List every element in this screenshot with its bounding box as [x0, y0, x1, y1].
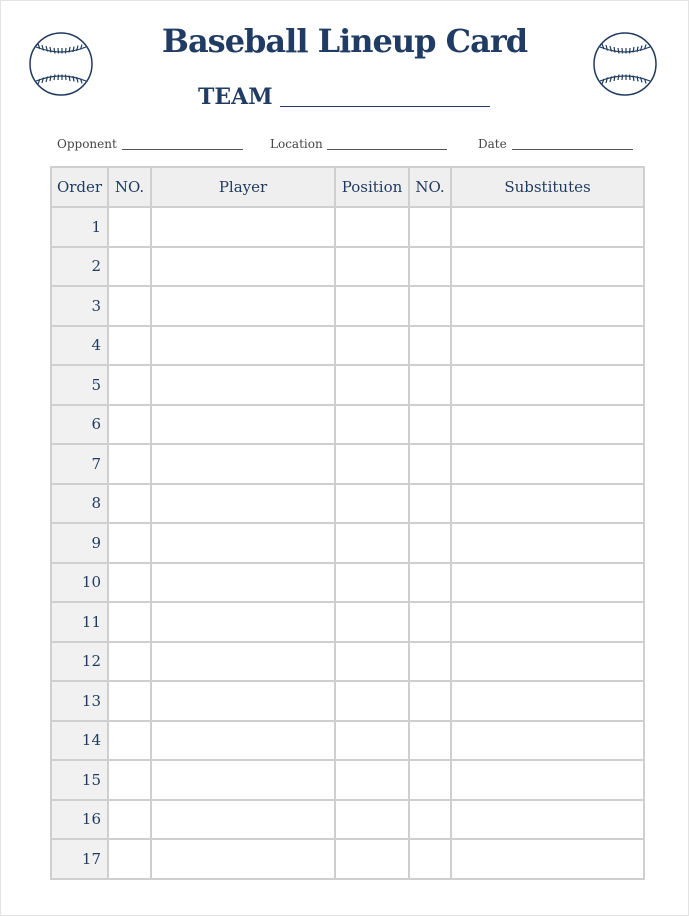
- position-cell[interactable]: [335, 800, 409, 840]
- position-cell[interactable]: [335, 286, 409, 326]
- player-cell[interactable]: [151, 207, 335, 247]
- sub-number-cell[interactable]: [409, 484, 451, 524]
- number-cell[interactable]: [108, 681, 151, 721]
- header-sub-number: NO.: [409, 167, 451, 207]
- player-cell[interactable]: [151, 721, 335, 761]
- substitutes-cell[interactable]: [451, 365, 644, 405]
- substitutes-cell[interactable]: [451, 800, 644, 840]
- order-cell: 7: [51, 444, 108, 484]
- position-cell[interactable]: [335, 326, 409, 366]
- date-label: Date: [478, 137, 507, 151]
- position-cell[interactable]: [335, 484, 409, 524]
- number-cell[interactable]: [108, 207, 151, 247]
- player-cell[interactable]: [151, 326, 335, 366]
- sub-number-cell[interactable]: [409, 681, 451, 721]
- player-cell[interactable]: [151, 681, 335, 721]
- position-cell[interactable]: [335, 523, 409, 563]
- player-cell[interactable]: [151, 286, 335, 326]
- substitutes-cell[interactable]: [451, 523, 644, 563]
- substitutes-cell[interactable]: [451, 207, 644, 247]
- number-cell[interactable]: [108, 563, 151, 603]
- position-cell[interactable]: [335, 681, 409, 721]
- position-cell[interactable]: [335, 207, 409, 247]
- position-cell[interactable]: [335, 721, 409, 761]
- table-row: [51, 444, 644, 484]
- number-cell[interactable]: [108, 326, 151, 366]
- number-cell[interactable]: [108, 405, 151, 445]
- substitutes-cell[interactable]: [451, 721, 644, 761]
- substitutes-cell[interactable]: [451, 326, 644, 366]
- substitutes-cell[interactable]: [451, 563, 644, 603]
- player-cell[interactable]: [151, 800, 335, 840]
- header-position: Position: [335, 167, 409, 207]
- order-cell: 17: [51, 839, 108, 879]
- position-cell[interactable]: [335, 365, 409, 405]
- order-cell: 12: [51, 642, 108, 682]
- sub-number-cell[interactable]: [409, 839, 451, 879]
- position-cell[interactable]: [335, 563, 409, 603]
- location-field[interactable]: [327, 149, 447, 150]
- order-cell: 9: [51, 523, 108, 563]
- table-row: [51, 760, 644, 800]
- number-cell[interactable]: [108, 760, 151, 800]
- order-cell: 11: [51, 602, 108, 642]
- sub-number-cell[interactable]: [409, 444, 451, 484]
- order-cell: 8: [51, 484, 108, 524]
- sub-number-cell[interactable]: [409, 721, 451, 761]
- header-substitutes: Substitutes: [451, 167, 644, 207]
- table-row: [51, 800, 644, 840]
- order-cell: 5: [51, 365, 108, 405]
- sub-number-cell[interactable]: [409, 563, 451, 603]
- substitutes-cell[interactable]: [451, 602, 644, 642]
- header-number: NO.: [108, 167, 151, 207]
- order-cell: 6: [51, 405, 108, 445]
- order-cell: 4: [51, 326, 108, 366]
- table-row: [51, 523, 644, 563]
- table-row: [51, 642, 644, 682]
- order-cell: 10: [51, 563, 108, 603]
- player-cell[interactable]: [151, 563, 335, 603]
- table-row: [51, 839, 644, 879]
- order-cell: 3: [51, 286, 108, 326]
- player-cell[interactable]: [151, 484, 335, 524]
- table-row: [51, 484, 644, 524]
- table-row: [51, 326, 644, 366]
- number-cell[interactable]: [108, 247, 151, 287]
- table-header-row: [51, 167, 644, 207]
- order-cell: 15: [51, 760, 108, 800]
- position-cell[interactable]: [335, 642, 409, 682]
- player-cell[interactable]: [151, 642, 335, 682]
- number-cell[interactable]: [108, 721, 151, 761]
- substitutes-cell[interactable]: [451, 484, 644, 524]
- table-row: [51, 602, 644, 642]
- position-cell[interactable]: [335, 444, 409, 484]
- player-cell[interactable]: [151, 444, 335, 484]
- substitutes-cell[interactable]: [451, 681, 644, 721]
- position-cell[interactable]: [335, 247, 409, 287]
- sub-number-cell[interactable]: [409, 405, 451, 445]
- team-name-field[interactable]: [280, 106, 490, 107]
- substitutes-cell[interactable]: [451, 286, 644, 326]
- sub-number-cell[interactable]: [409, 642, 451, 682]
- number-cell[interactable]: [108, 365, 151, 405]
- order-cell: 2: [51, 247, 108, 287]
- table-row: [51, 365, 644, 405]
- table-row: [51, 247, 644, 287]
- sub-number-cell[interactable]: [409, 800, 451, 840]
- table-row: [51, 681, 644, 721]
- team-label: TEAM: [198, 84, 273, 110]
- header-order: Order: [51, 167, 108, 207]
- table-row: [51, 207, 644, 247]
- sub-number-cell[interactable]: [409, 523, 451, 563]
- sub-number-cell[interactable]: [409, 365, 451, 405]
- table-row: [51, 286, 644, 326]
- substitutes-cell[interactable]: [451, 760, 644, 800]
- number-cell[interactable]: [108, 642, 151, 682]
- player-cell[interactable]: [151, 602, 335, 642]
- position-cell[interactable]: [335, 760, 409, 800]
- table-row: [51, 405, 644, 445]
- player-cell[interactable]: [151, 523, 335, 563]
- number-cell[interactable]: [108, 286, 151, 326]
- opponent-label: Opponent: [57, 137, 117, 151]
- substitutes-cell[interactable]: [451, 839, 644, 879]
- order-cell: 16: [51, 800, 108, 840]
- sub-number-cell[interactable]: [409, 760, 451, 800]
- player-cell[interactable]: [151, 405, 335, 445]
- substitutes-cell[interactable]: [451, 247, 644, 287]
- number-cell[interactable]: [108, 444, 151, 484]
- page-title: Baseball Lineup Card: [161, 22, 528, 60]
- sub-number-cell[interactable]: [409, 602, 451, 642]
- opponent-field[interactable]: [122, 149, 243, 150]
- sub-number-cell[interactable]: [409, 247, 451, 287]
- order-cell: 14: [51, 721, 108, 761]
- table-row: [51, 563, 644, 603]
- location-label: Location: [270, 137, 323, 151]
- player-cell[interactable]: [151, 365, 335, 405]
- date-field[interactable]: [512, 149, 633, 150]
- number-cell[interactable]: [108, 839, 151, 879]
- number-cell[interactable]: [108, 523, 151, 563]
- header-player: Player: [151, 167, 335, 207]
- player-cell[interactable]: [151, 760, 335, 800]
- order-cell: 1: [51, 207, 108, 247]
- table-row: [51, 721, 644, 761]
- substitutes-cell[interactable]: [451, 642, 644, 682]
- position-cell[interactable]: [335, 839, 409, 879]
- substitutes-cell[interactable]: [451, 444, 644, 484]
- position-cell[interactable]: [335, 602, 409, 642]
- player-cell[interactable]: [151, 839, 335, 879]
- number-cell[interactable]: [108, 484, 151, 524]
- sub-number-cell[interactable]: [409, 207, 451, 247]
- position-cell[interactable]: [335, 405, 409, 445]
- sub-number-cell[interactable]: [409, 326, 451, 366]
- lineup-table: [50, 166, 645, 880]
- substitutes-cell[interactable]: [451, 405, 644, 445]
- player-cell[interactable]: [151, 247, 335, 287]
- sub-number-cell[interactable]: [409, 286, 451, 326]
- number-cell[interactable]: [108, 800, 151, 840]
- number-cell[interactable]: [108, 602, 151, 642]
- order-cell: 13: [51, 681, 108, 721]
